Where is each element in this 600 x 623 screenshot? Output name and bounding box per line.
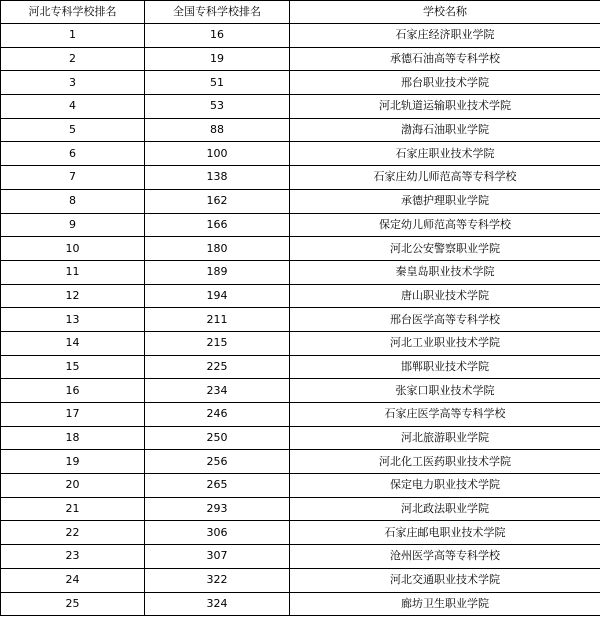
cell-hebei-rank: 14 xyxy=(1,331,145,355)
table-row xyxy=(1,308,600,332)
table-row xyxy=(1,213,600,237)
cell-hebei-rank: 2 xyxy=(1,47,145,71)
cell-hebei-rank: 5 xyxy=(1,118,145,142)
table-row xyxy=(1,24,600,48)
table-row xyxy=(1,71,600,95)
cell-national-rank: 225 xyxy=(145,355,290,379)
cell-school-name: 石家庄职业技术学院 xyxy=(290,142,600,166)
cell-school-name: 河北化工医药职业技术学院 xyxy=(290,450,600,474)
cell-hebei-rank: 17 xyxy=(1,403,145,427)
table-row xyxy=(1,592,600,616)
cell-hebei-rank: 21 xyxy=(1,497,145,521)
table-body xyxy=(1,24,600,616)
cell-national-rank: 51 xyxy=(145,71,290,95)
header-school-name: 学校名称 xyxy=(290,1,600,24)
table-row xyxy=(1,331,600,355)
table-row xyxy=(1,426,600,450)
table-row xyxy=(1,166,600,190)
cell-school-name: 石家庄医学高等专科学校 xyxy=(290,403,600,427)
cell-hebei-rank: 16 xyxy=(1,379,145,403)
cell-school-name: 石家庄邮电职业技术学院 xyxy=(290,521,600,545)
cell-school-name: 河北公安警察职业学院 xyxy=(290,237,600,261)
cell-hebei-rank: 1 xyxy=(1,24,145,48)
table-row xyxy=(1,545,600,569)
table-row xyxy=(1,450,600,474)
cell-school-name: 河北旅游职业学院 xyxy=(290,426,600,450)
cell-hebei-rank: 7 xyxy=(1,166,145,190)
table-row xyxy=(1,568,600,592)
table-row xyxy=(1,355,600,379)
cell-hebei-rank: 15 xyxy=(1,355,145,379)
cell-school-name: 沧州医学高等专科学校 xyxy=(290,545,600,569)
cell-national-rank: 16 xyxy=(145,24,290,48)
cell-school-name: 秦皇岛职业技术学院 xyxy=(290,260,600,284)
cell-hebei-rank: 22 xyxy=(1,521,145,545)
cell-hebei-rank: 9 xyxy=(1,213,145,237)
cell-school-name: 邢台医学高等专科学校 xyxy=(290,308,600,332)
cell-hebei-rank: 25 xyxy=(1,592,145,616)
cell-school-name: 河北轨道运输职业技术学院 xyxy=(290,95,600,119)
table-row xyxy=(1,379,600,403)
cell-national-rank: 189 xyxy=(145,260,290,284)
cell-school-name: 保定电力职业技术学院 xyxy=(290,474,600,498)
cell-national-rank: 138 xyxy=(145,166,290,190)
cell-hebei-rank: 24 xyxy=(1,568,145,592)
cell-hebei-rank: 8 xyxy=(1,189,145,213)
table-row xyxy=(1,474,600,498)
cell-national-rank: 180 xyxy=(145,237,290,261)
cell-national-rank: 100 xyxy=(145,142,290,166)
cell-school-name: 廊坊卫生职业学院 xyxy=(290,592,600,616)
cell-school-name: 承德石油高等专科学校 xyxy=(290,47,600,71)
cell-national-rank: 307 xyxy=(145,545,290,569)
cell-national-rank: 322 xyxy=(145,568,290,592)
table-row xyxy=(1,95,600,119)
cell-school-name: 石家庄幼儿师范高等专科学校 xyxy=(290,166,600,190)
header-row xyxy=(1,1,600,24)
cell-school-name: 邯郸职业技术学院 xyxy=(290,355,600,379)
cell-school-name: 张家口职业技术学院 xyxy=(290,379,600,403)
cell-national-rank: 215 xyxy=(145,331,290,355)
cell-national-rank: 234 xyxy=(145,379,290,403)
cell-national-rank: 306 xyxy=(145,521,290,545)
table-row xyxy=(1,142,600,166)
table-row xyxy=(1,237,600,261)
cell-national-rank: 256 xyxy=(145,450,290,474)
cell-school-name: 河北政法职业学院 xyxy=(290,497,600,521)
cell-hebei-rank: 4 xyxy=(1,95,145,119)
cell-national-rank: 293 xyxy=(145,497,290,521)
table-row xyxy=(1,47,600,71)
cell-national-rank: 250 xyxy=(145,426,290,450)
cell-school-name: 石家庄经济职业学院 xyxy=(290,24,600,48)
table-row xyxy=(1,260,600,284)
cell-hebei-rank: 20 xyxy=(1,474,145,498)
cell-hebei-rank: 23 xyxy=(1,545,145,569)
cell-school-name: 保定幼儿师范高等专科学校 xyxy=(290,213,600,237)
cell-hebei-rank: 10 xyxy=(1,237,145,261)
cell-hebei-rank: 6 xyxy=(1,142,145,166)
table-row xyxy=(1,189,600,213)
cell-national-rank: 246 xyxy=(145,403,290,427)
cell-school-name: 承德护理职业学院 xyxy=(290,189,600,213)
table-row xyxy=(1,403,600,427)
cell-hebei-rank: 13 xyxy=(1,308,145,332)
header-national-rank: 全国专科学校排名 xyxy=(145,1,290,24)
table-row xyxy=(1,284,600,308)
cell-national-rank: 324 xyxy=(145,592,290,616)
cell-hebei-rank: 12 xyxy=(1,284,145,308)
cell-national-rank: 211 xyxy=(145,308,290,332)
cell-national-rank: 53 xyxy=(145,95,290,119)
cell-hebei-rank: 19 xyxy=(1,450,145,474)
cell-hebei-rank: 11 xyxy=(1,260,145,284)
cell-hebei-rank: 3 xyxy=(1,71,145,95)
cell-school-name: 唐山职业技术学院 xyxy=(290,284,600,308)
cell-school-name: 河北交通职业技术学院 xyxy=(290,568,600,592)
cell-hebei-rank: 18 xyxy=(1,426,145,450)
table-row xyxy=(1,118,600,142)
cell-national-rank: 194 xyxy=(145,284,290,308)
header-hebei-rank: 河北专科学校排名 xyxy=(1,1,145,24)
cell-national-rank: 166 xyxy=(145,213,290,237)
cell-school-name: 邢台职业技术学院 xyxy=(290,71,600,95)
cell-school-name: 渤海石油职业学院 xyxy=(290,118,600,142)
cell-national-rank: 88 xyxy=(145,118,290,142)
cell-national-rank: 162 xyxy=(145,189,290,213)
cell-national-rank: 265 xyxy=(145,474,290,498)
table-row xyxy=(1,521,600,545)
table-row xyxy=(1,497,600,521)
cell-national-rank: 19 xyxy=(145,47,290,71)
cell-school-name: 河北工业职业技术学院 xyxy=(290,331,600,355)
